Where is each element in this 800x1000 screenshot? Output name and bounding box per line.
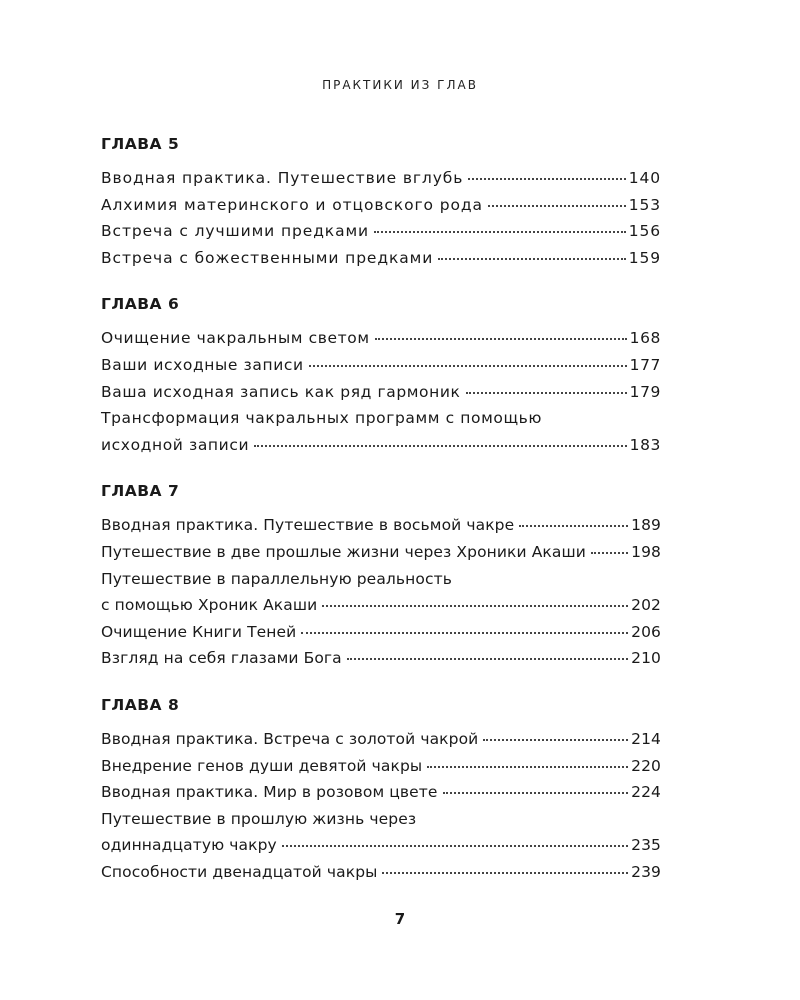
entry-page: 153 (628, 195, 661, 214)
entry-page: 220 (631, 756, 661, 775)
entry-title-line1: Путешествие в параллельную реальность (101, 569, 452, 588)
dot-leader (347, 658, 628, 660)
entry-title: Путешествие в две прошлые жизни через Хроники Акаши (101, 542, 586, 561)
toc-entry[interactable] (101, 806, 661, 859)
toc-entry[interactable] (101, 859, 661, 886)
entry-page: 210 (631, 649, 661, 668)
dot-leader (483, 739, 628, 741)
entry-title: одиннадцатую чакру (101, 836, 277, 855)
dot-leader (382, 872, 628, 874)
toc-entry[interactable] (101, 352, 661, 379)
entry-title: Вводная практика. Путешествие в восьмой чакре (101, 516, 515, 535)
dot-leader (488, 205, 626, 207)
entry-title: Способности двенадцатой чакры (101, 862, 378, 881)
entry-title: Вводная практика. Встреча с золотой чакрой (101, 729, 479, 748)
entry-title: Очищение чакральным светом (101, 329, 370, 348)
entry-page: 140 (628, 169, 661, 187)
chapter-title: ГЛАВА 7 (101, 482, 180, 501)
entry-title: Взгляд на себя глазами Бога (101, 649, 342, 668)
entry-page: 214 (631, 729, 661, 748)
dot-leader (591, 552, 628, 554)
dot-leader (519, 525, 628, 527)
entry-title: Ваша исходная запись как ряд гармоник (101, 382, 461, 401)
dot-leader (443, 792, 629, 794)
toc-entry[interactable] (101, 512, 661, 539)
entry-page: 179 (629, 382, 661, 401)
dot-leader (322, 605, 628, 607)
toc-entry[interactable] (101, 405, 661, 458)
entry-title: Встреча с божественными предками (101, 248, 434, 267)
toc-entry[interactable] (101, 726, 661, 753)
toc-entry[interactable] (101, 245, 661, 272)
chapter-7 (101, 480, 661, 672)
toc-entry[interactable] (101, 165, 661, 192)
entry-title: Встреча с лучшими предками (101, 222, 370, 241)
chapter-8 (101, 694, 661, 886)
section-header: ПРАКТИКИ ИЗ ГЛАВ (322, 78, 478, 92)
table-of-contents (101, 133, 661, 907)
chapter-6 (101, 293, 661, 458)
entry-title: исходной записи (101, 435, 250, 454)
toc-entry[interactable] (101, 753, 661, 780)
dot-leader (466, 392, 627, 394)
toc-entry[interactable] (101, 379, 661, 406)
dot-leader (301, 632, 628, 634)
entry-page: 168 (629, 329, 661, 348)
dot-leader (427, 766, 628, 768)
entry-title: Алхимия материнского и отцовского рода (101, 195, 483, 214)
chapter-title: ГЛАВА 6 (101, 295, 180, 314)
toc-entry[interactable] (101, 325, 661, 352)
entry-page: 183 (629, 435, 661, 454)
toc-entry[interactable] (101, 192, 661, 219)
entry-page: 206 (631, 622, 661, 641)
entry-title: Внедрение генов души девятой чакры (101, 756, 423, 775)
entry-page: 159 (628, 248, 661, 267)
dot-leader (309, 365, 627, 367)
chapter-5 (101, 133, 661, 271)
entry-title: с помощью Хроник Акаши (101, 596, 318, 615)
toc-entry[interactable] (101, 645, 661, 672)
dot-leader (468, 178, 625, 180)
page-number: 7 (394, 910, 406, 928)
entry-title: Вводная практика. Мир в розовом цвете (101, 783, 438, 802)
entry-page: 239 (631, 862, 661, 881)
dot-leader (375, 338, 627, 340)
toc-entry[interactable] (101, 619, 661, 646)
toc-entry[interactable] (101, 566, 661, 619)
entry-page: 156 (628, 222, 661, 241)
entry-page: 202 (631, 596, 661, 615)
entry-page: 224 (631, 783, 661, 802)
entry-title: Ваши исходные записи (101, 355, 304, 374)
entry-page: 189 (631, 516, 661, 535)
entry-page: 177 (629, 355, 661, 374)
dot-leader (374, 231, 626, 233)
chapter-title: ГЛАВА 8 (101, 695, 180, 714)
entry-page: 235 (631, 836, 661, 855)
dot-leader (438, 258, 625, 260)
entry-title: Очищение Книги Теней (101, 622, 297, 641)
entry-page: 198 (631, 542, 661, 561)
toc-entry[interactable] (101, 218, 661, 245)
toc-entry[interactable] (101, 779, 661, 806)
entry-title-line1: Путешествие в прошлую жизнь через (101, 809, 417, 828)
dot-leader (282, 845, 628, 847)
dot-leader (254, 445, 626, 447)
entry-title: Вводная практика. Путешествие вглубь (101, 169, 464, 187)
toc-entry[interactable] (101, 539, 661, 566)
entry-title-line1: Трансформация чакральных программ с помощью (101, 409, 543, 428)
chapter-title: ГЛАВА 5 (101, 135, 180, 153)
